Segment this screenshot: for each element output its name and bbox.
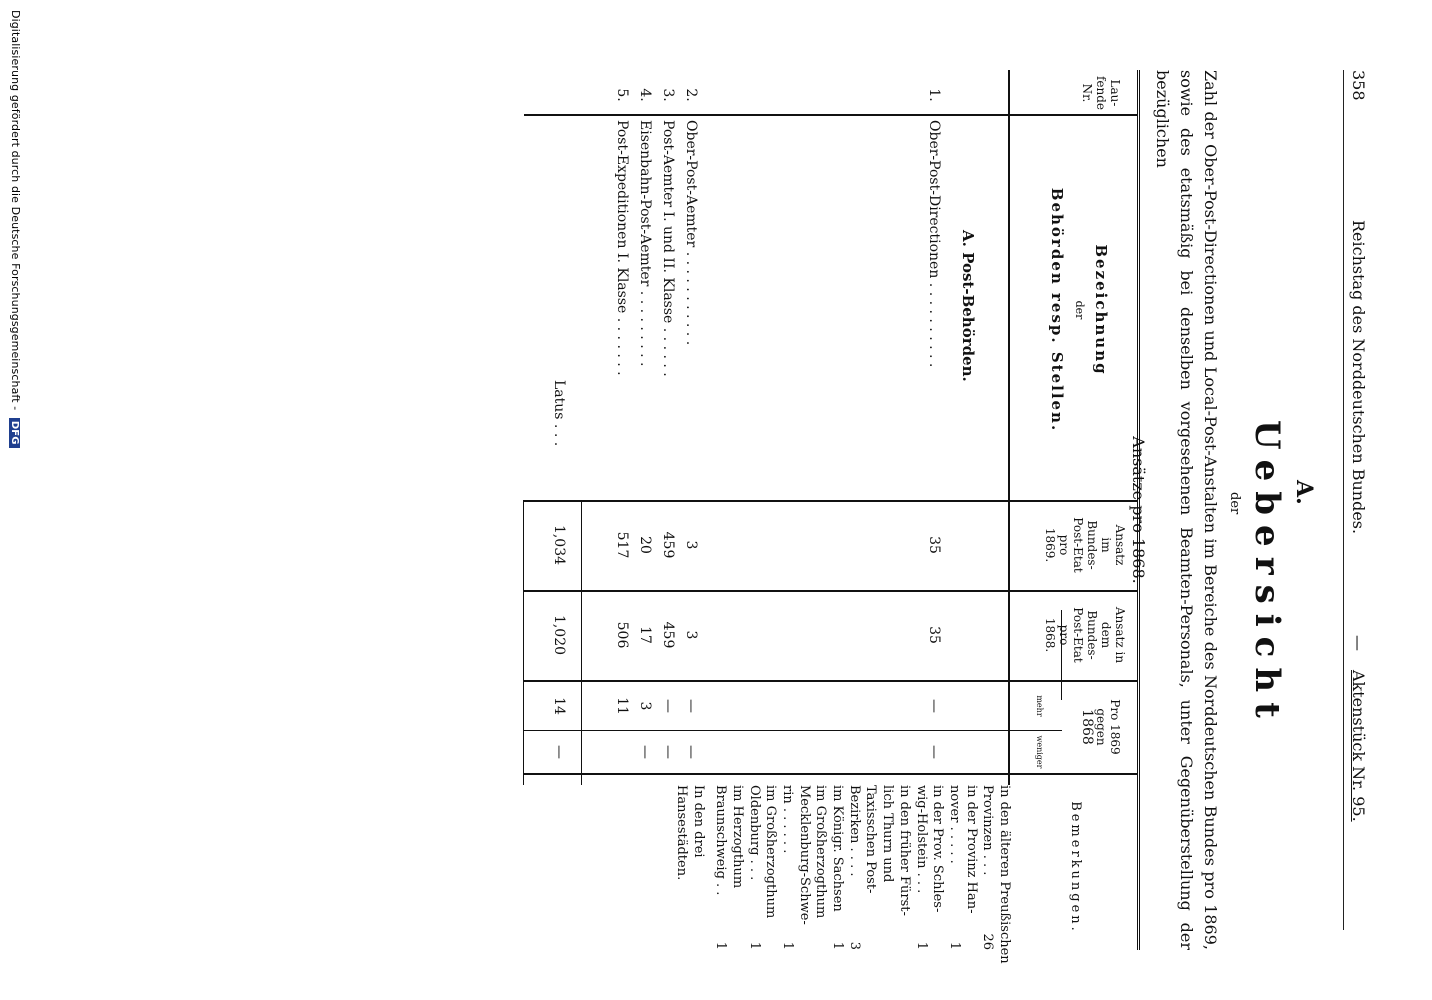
table-top-rule xyxy=(1137,70,1140,950)
digitization-note xyxy=(9,10,22,1000)
header-vergleich: Pro 1869 gegen 1868 xyxy=(1079,699,1122,755)
row-4-weniger: — xyxy=(637,745,653,759)
intro-line-2: sowie des etatsmäßig bei denselben vorgesehenen Beamten-Personals, unter Gegenüberstellung der bezüglichen xyxy=(1153,70,1196,950)
remark-line: Provinzen . . . 26 xyxy=(980,785,996,950)
row-2-mehr: — xyxy=(683,699,699,713)
remark-line: in der Provinz Han- xyxy=(963,785,979,914)
page-number: 358 xyxy=(1349,70,1368,101)
row-3-weniger: — xyxy=(660,745,676,759)
intro-line-3: Ansätze pro 1868. xyxy=(1129,436,1148,584)
running-head xyxy=(1342,70,1372,970)
row-1-1869: 35 xyxy=(926,536,942,554)
header-weniger: weniger xyxy=(1035,735,1044,769)
latus-1869: 1,034 xyxy=(551,524,567,566)
row-3-1868: 459 xyxy=(660,621,676,649)
col-rule-1868 xyxy=(524,680,1137,682)
row-4-1869: 20 xyxy=(637,536,653,554)
remark-line: in den früher Fürst- xyxy=(896,785,912,916)
row-4-label: Eisenbahn-Post-Aemter . . . . . . . . . xyxy=(637,120,653,367)
col-rule-mehr xyxy=(524,730,1062,731)
row-4-num: 4. xyxy=(637,88,653,102)
head-rule xyxy=(1343,70,1344,930)
header-ansatz-1868: Ansatz in dem Bundes- Post-Etat pro 1868. xyxy=(1043,606,1127,664)
row-1-1868: 35 xyxy=(926,626,942,644)
appendix-letter: A. xyxy=(1291,480,1317,505)
row-3-label: Post-Aemter I. und II. Klasse . . . . . . xyxy=(660,120,676,377)
col-rule-weniger xyxy=(524,773,1137,775)
row-4-1868: 17 xyxy=(637,626,653,644)
header-bemerkungen: Bemerkungen. xyxy=(1068,801,1083,934)
row-3-1869: 459 xyxy=(660,531,676,559)
remark-line: in den älteren Preußischen xyxy=(997,785,1012,964)
remarks-column xyxy=(672,785,1012,964)
remark-line: lich Thurn und xyxy=(880,785,896,883)
remark-line: Bezirken . . . . 3 xyxy=(846,785,862,950)
remark-line: wig-Holstein . . . 1 xyxy=(913,785,929,950)
latus-1868: 1,020 xyxy=(551,614,567,656)
section-title-post-behoerden: A. Post-Behörden. xyxy=(959,230,977,382)
row-1-num: 1. xyxy=(926,88,942,102)
remark-line: im Großherzogthum xyxy=(813,785,829,919)
row-5-label: Post-Expeditionen I. Klasse . . . . . . . xyxy=(614,120,630,376)
remark-hansestaedte: In den drei Hansestädten. xyxy=(673,785,706,881)
dfg-logo: DFG xyxy=(9,418,20,448)
header-bottom-rule xyxy=(1008,70,1010,785)
header-lfd-nr: Lau- fende Nr. xyxy=(1080,75,1122,111)
row-5-1869: 517 xyxy=(614,531,630,559)
remark-line: Taxisschen Post- xyxy=(863,785,879,894)
row-2-label: Ober-Post-Aemter . . . . . . . . . . . xyxy=(683,120,699,346)
remark-line: im Königr. Sachsen 1 xyxy=(830,785,846,950)
row-5-num: 5. xyxy=(614,88,630,102)
remark-line: im Großherzogthum xyxy=(763,785,779,919)
intro-paragraph xyxy=(1126,70,1222,950)
digitization-text: Digitalisierung gefördert durch die Deutsche Forschungsgemeinschaft - xyxy=(9,10,22,411)
remark-line: Braunschweig . . 1 xyxy=(713,785,729,950)
row-1-label: Ober-Post-Directionen . . . . . . . . . . xyxy=(926,120,942,368)
table-bottom-rule xyxy=(523,500,524,785)
row-4-mehr: 3 xyxy=(637,701,653,711)
running-title: Reichstag des Norddeutschen Bundes. xyxy=(1349,220,1368,535)
remark-line: Mecklenburg-Schwe- xyxy=(796,785,812,925)
latus-label: Latus . . . xyxy=(551,380,567,447)
remark-line: nover . . . . . 1 xyxy=(946,785,962,950)
row-3-mehr: — xyxy=(660,699,676,713)
row-1-mehr: — xyxy=(926,699,942,713)
latus-top-rule xyxy=(581,500,582,785)
row-5-1868: 506 xyxy=(614,621,630,649)
running-dash: — xyxy=(1349,635,1368,651)
header-ansatz-1869: Ansatz im Bundes- Post-Etat pro 1869. xyxy=(1043,517,1127,573)
page-title: Uebersicht xyxy=(1247,420,1287,728)
intro-line-1: Zahl der Ober-Post-Directionen und Local-Post-Anstalten im Bereiche des Norddeutschen Bundes pro 1869, xyxy=(1201,70,1220,950)
latus-weniger: — xyxy=(551,745,567,759)
row-2-weniger: — xyxy=(683,745,699,759)
row-2-1868: 3 xyxy=(683,630,699,640)
header-bezeichnung: Bezeichnung der Behörden resp. Stellen. xyxy=(1048,187,1110,433)
row-2-1869: 3 xyxy=(683,540,699,550)
row-1-weniger: — xyxy=(926,745,942,759)
col-rule-num xyxy=(524,114,1137,116)
title-connector: der xyxy=(1227,492,1242,515)
row-5-mehr: 11 xyxy=(614,697,630,715)
attachment-number: Aktenstück Nr. 95. xyxy=(1349,670,1368,822)
row-2-num: 2. xyxy=(683,88,699,102)
row-3-num: 3. xyxy=(660,88,676,102)
remark-line: im Herzogthum xyxy=(730,785,745,889)
header-mehr: mehr xyxy=(1035,695,1044,717)
remark-line: Oldenburg . . . 1 xyxy=(746,785,762,950)
latus-mehr: 14 xyxy=(551,697,567,715)
remark-line: in der Prov. Schles- xyxy=(930,785,946,913)
remark-line: rin . . . . . . 1 xyxy=(780,785,796,950)
